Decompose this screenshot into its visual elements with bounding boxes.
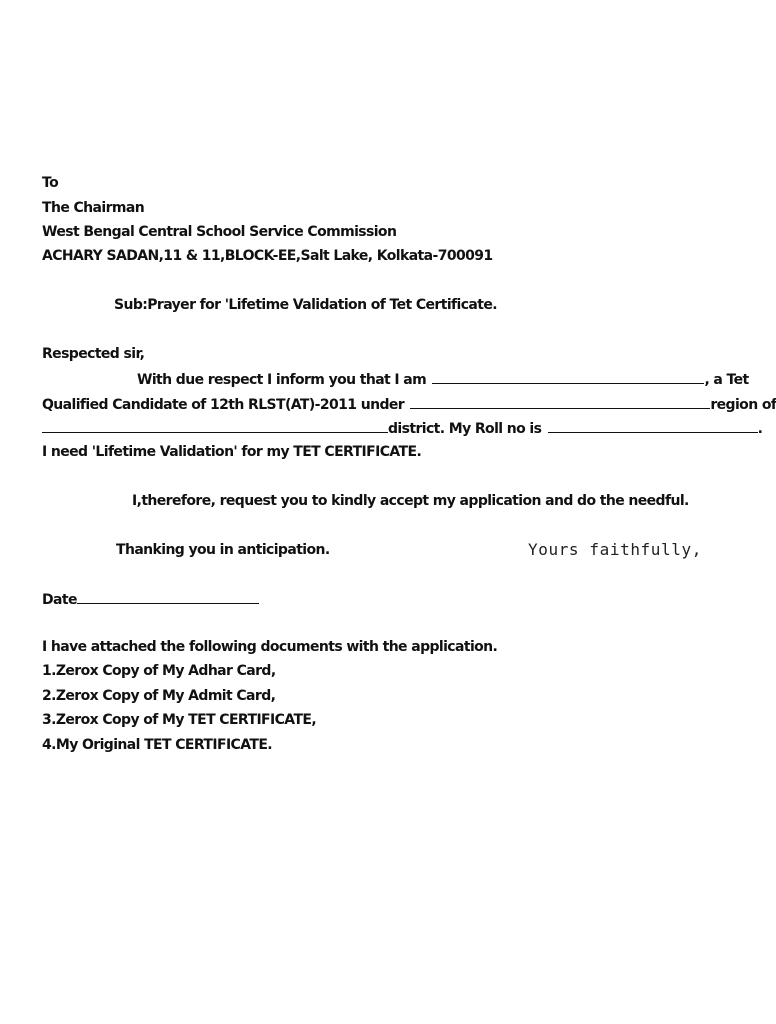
body-line-3-end: . [757,421,763,437]
date-line [42,590,259,609]
attachment-item: 4.My Original TET CERTIFICATE. [42,737,273,753]
body-line-4: I need 'Lifetime Validation' for my TET CERTIFICATE. [42,444,422,460]
body-line-2 [42,395,776,414]
attachment-item: 2.Zerox Copy of My Admit Card, [42,688,276,704]
request-paragraph: I,therefore, request you to kindly accept my application and do the needful. [132,493,689,509]
recipient-title: The Chairman [42,200,145,216]
attachment-item: 3.Zerox Copy of My TET CERTIFICATE, [42,712,317,728]
body-line-2-tail: region of [710,397,776,413]
body-line-3 [42,419,762,438]
region-blank [410,395,710,409]
date-blank [77,590,259,604]
name-blank [432,370,704,384]
salutation: Respected sir, [42,346,145,362]
body-line-1 [137,370,749,389]
attachments-intro: I have attached the following documents with the application. [42,639,498,655]
body-line-1-tail: , a Tet [704,372,749,388]
thanks-line: Thanking you in anticipation. [116,542,330,558]
organization-name: West Bengal Central School Service Commission [42,224,397,240]
closing-line: Yours faithfully, [528,540,702,559]
attachment-item: 1.Zerox Copy of My Adhar Card, [42,663,276,679]
subject-line: Sub:Prayer for 'Lifetime Validation of Tet Certificate. [114,297,497,313]
body-line-2-text: Qualified Candidate of 12th RLST(AT)-2011 under [42,397,405,413]
roll-number-blank [548,419,758,433]
organization-address: ACHARY SADAN,11 & 11,BLOCK-EE,Salt Lake, Kolkata-700091 [42,248,493,264]
to-line: To [42,175,59,191]
body-line-1-text: With due respect I inform you that I am [137,372,427,388]
body-line-3-text: district. My Roll no is [388,421,542,437]
district-blank [42,419,388,433]
date-label: Date [42,592,77,608]
